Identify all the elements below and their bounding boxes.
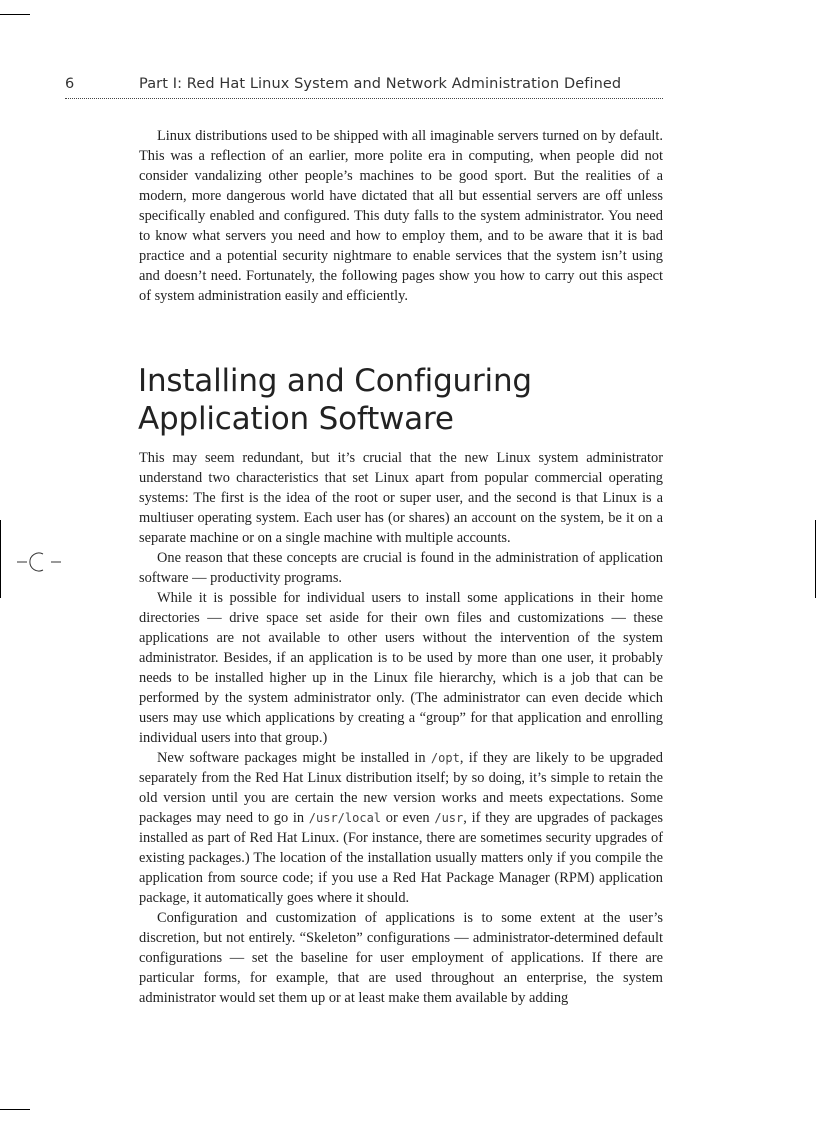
p4-text-a: New software packages might be installed in: [157, 750, 431, 766]
p4-text-c: or even: [381, 810, 435, 826]
path-opt: /opt: [430, 751, 460, 765]
running-header: [65, 76, 663, 96]
body-paragraph-1: This may seem redundant, but it’s crucial that the new Linux system administrator understand two characteristics that set Linux apart from popular commercial operating systems: The first is the idea of the root or super user, and the second is that Linux is a multiuser operating system. Each user has (or shares) an account on the system, be it on a separate machine or on a single machine with multiple accounts.: [139, 450, 663, 546]
body-paragraph-2: One reason that these concepts are crucial is found in the administration of application software — productivity programs.: [139, 550, 663, 586]
crop-mark-top-left: [0, 14, 30, 15]
intro-block: [139, 126, 663, 306]
running-title: Part I: Red Hat Linux System and Network Administration Defined: [139, 76, 622, 92]
path-usr: /usr: [434, 811, 464, 825]
registration-mark-icon: [17, 550, 63, 574]
path-usr-local: /usr/local: [308, 811, 382, 825]
p4-text-d: , if they are upgrades of packages installed as part of Red Hat Linux. (For instance, there are sometimes security upgrades of existing packages.) The location of the installation usually matters only if you compile the application from source code; if you use a Red Hat Package Manager (RPM) application package, it automatically goes where it should.: [139, 810, 663, 906]
intro-paragraph: Linux distributions used to be shipped with all imaginable servers turned on by default. This was a reflection of an earlier, more polite era in computing, when people did not consider vandalizing other people’s machines to be good sport. But the realities of a modern, more dangerous world have dictated that all but essential servers are off unless specifically enabled and configured. This duty falls to the system administrator. You need to know what servers you need and how to employ them, and to be aware that it is bad practice and a potential security nightmare to enable services that the system isn’t using and doesn’t need. Fortunately, the following pages show you how to carry out this aspect of system administration easily and efficiently.: [139, 128, 663, 304]
section-heading-line2: Application Software: [138, 401, 454, 437]
crop-mark-bottom-left: [0, 1109, 30, 1110]
body-paragraph-3: While it is possible for individual users to install some applications in their home directories — drive space set aside for their own files and customizations — these applications are not available to other users without the intervention of the system administrator. Besides, if an application is to be used by more than one user, it probably needs to be installed higher up in the Linux file hierarchy, which is a job that can be performed by the system administrator only. (The administrator can even decide which users may use which applications by creating a “group” for that application and enrolling individual users into that group.): [139, 590, 663, 746]
body-paragraph-5: Configuration and customization of applications is to some extent at the user’s discretion, but not entirely. “Skeleton” configurations — administrator-determined default configurations — set the baseline for user employment of applications. If there are particular forms, for example, that are used throughout an enterprise, the system administrator would set them up or at least make them available by adding: [139, 910, 663, 1006]
section-body: [139, 448, 663, 1008]
header-rule: [65, 98, 663, 99]
p4-text-b: , if they are likely to be upgraded separately from the Red Hat Linux distribution itself; by so doing, it’s simple to retain the old version until you are certain the new version works and meets expectations. Some packages may need to go in: [139, 750, 663, 826]
section-heading-line1: Installing and Configuring: [138, 363, 532, 399]
page-number: 6: [65, 76, 75, 92]
body-paragraph-4: [139, 748, 663, 908]
crop-mark-left-edge: [0, 520, 1, 598]
section-heading: [138, 362, 678, 438]
